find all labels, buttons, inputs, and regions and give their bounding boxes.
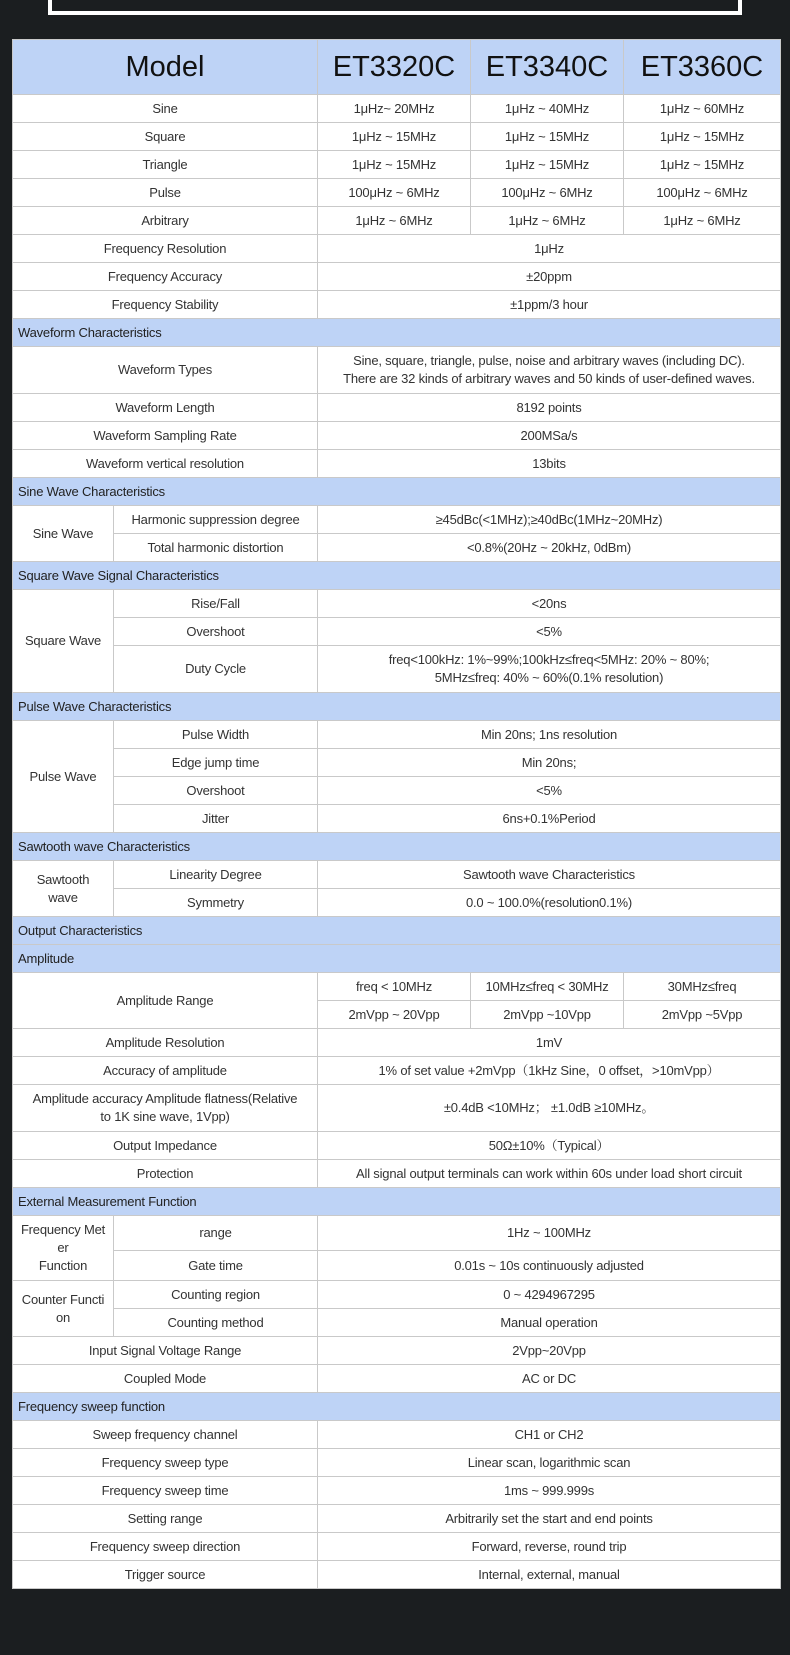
row-label: range — [114, 1216, 318, 1251]
row-value: freq<100kHz: 1%~99%;100kHz≤freq<5MHz: 20% ~ 80%; 5MHz≤freq: 40% ~ 60%(0.1% resolution) — [318, 646, 781, 693]
table-row — [13, 534, 781, 562]
row-label: Waveform vertical resolution — [13, 450, 318, 478]
section-row — [13, 945, 781, 973]
table-row — [13, 450, 781, 478]
row-value: <20ns — [318, 590, 781, 618]
table-row — [13, 1251, 781, 1281]
section-row — [13, 917, 781, 945]
group-label: Sawtooth wave — [13, 861, 114, 917]
row-label: Frequency Accuracy — [13, 263, 318, 291]
table-row — [13, 347, 781, 394]
row-value: <0.8%(20Hz ~ 20kHz, 0dBm) — [318, 534, 781, 562]
table-row — [13, 1216, 781, 1251]
row-label: Counting method — [114, 1309, 318, 1337]
row-label: Gate time — [114, 1251, 318, 1281]
row-label: Accuracy of amplitude — [13, 1057, 318, 1085]
table-row — [13, 590, 781, 618]
range-value: 2mVpp ~5Vpp — [624, 1001, 781, 1029]
row-value: 1ms ~ 999.999s — [318, 1477, 781, 1505]
row-value: ±20ppm — [318, 263, 781, 291]
section-row — [13, 1393, 781, 1421]
row-value: 1mV — [318, 1029, 781, 1057]
table-row — [13, 1449, 781, 1477]
row-label: Pulse Width — [114, 721, 318, 749]
row-label: Waveform Length — [13, 394, 318, 422]
row-value: Forward, reverse, round trip — [318, 1533, 781, 1561]
row-value: Internal, external, manual — [318, 1561, 781, 1589]
row-value: 2Vpp~20Vpp — [318, 1337, 781, 1365]
table-row — [13, 861, 781, 889]
group-label: Sine Wave — [13, 506, 114, 562]
row-value: <5% — [318, 618, 781, 646]
row-label: Frequency Resolution — [13, 235, 318, 263]
row-label: Edge jump time — [114, 749, 318, 777]
row-value: 8192 points — [318, 394, 781, 422]
section-title: Amplitude — [13, 945, 781, 973]
group-label: Counter Functi on — [13, 1281, 114, 1337]
row-label: Overshoot — [114, 777, 318, 805]
section-title: Sine Wave Characteristics — [13, 478, 781, 506]
row-label: Symmetry — [114, 889, 318, 917]
row-value: 1Hz ~ 100MHz — [318, 1216, 781, 1251]
table-row — [13, 1337, 781, 1365]
row-label: Coupled Mode — [13, 1365, 318, 1393]
row-value: 1μHz ~ 6MHz — [624, 207, 781, 235]
section-title: Output Characteristics — [13, 917, 781, 945]
row-label: Total harmonic distortion — [114, 534, 318, 562]
row-value: 1μHz ~ 15MHz — [471, 151, 624, 179]
row-value: 50Ω±10%（Typical） — [318, 1132, 781, 1160]
row-value: 1μHz ~ 6MHz — [318, 207, 471, 235]
table-row — [13, 263, 781, 291]
model-name: ET3340C — [471, 40, 624, 95]
row-value: 100μHz ~ 6MHz — [471, 179, 624, 207]
header-row — [13, 40, 781, 95]
table-row — [13, 506, 781, 534]
row-value: Min 20ns; 1ns resolution — [318, 721, 781, 749]
table-row — [13, 889, 781, 917]
row-value: 200MSa/s — [318, 422, 781, 450]
row-value: 100μHz ~ 6MHz — [624, 179, 781, 207]
row-label: Linearity Degree — [114, 861, 318, 889]
table-row — [13, 1132, 781, 1160]
table-row — [13, 1421, 781, 1449]
row-value: 1μHz ~ 15MHz — [471, 123, 624, 151]
table-row — [13, 1533, 781, 1561]
row-value: 1μHz ~ 40MHz — [471, 95, 624, 123]
group-label: Pulse Wave — [13, 721, 114, 833]
row-label: Frequency Stability — [13, 291, 318, 319]
row-value: ≥45dBc(<1MHz);≥40dBc(1MHz~20MHz) — [318, 506, 781, 534]
row-label: Sweep frequency channel — [13, 1421, 318, 1449]
section-title: External Measurement Function — [13, 1188, 781, 1216]
row-value: Sawtooth wave Characteristics — [318, 861, 781, 889]
table-row — [13, 1281, 781, 1309]
image-frame — [48, 0, 742, 15]
row-label: Input Signal Voltage Range — [13, 1337, 318, 1365]
row-value: 0.01s ~ 10s continuously adjusted — [318, 1251, 781, 1281]
row-value: 1μHz ~ 60MHz — [624, 95, 781, 123]
row-value: ±0.4dB <10MHz； ±1.0dB ≥10MHz。 — [318, 1085, 781, 1132]
row-label: Setting range — [13, 1505, 318, 1533]
row-value: Manual operation — [318, 1309, 781, 1337]
row-label: Waveform Types — [13, 347, 318, 394]
table-row — [13, 235, 781, 263]
section-title: Frequency sweep function — [13, 1393, 781, 1421]
model-name: ET3320C — [318, 40, 471, 95]
section-title: Waveform Characteristics — [13, 319, 781, 347]
table-row — [13, 646, 781, 693]
group-label: Frequency Met er Function — [13, 1216, 114, 1281]
row-label: Frequency sweep direction — [13, 1533, 318, 1561]
section-row — [13, 693, 781, 721]
model-header: Model — [13, 40, 318, 95]
row-value: 13bits — [318, 450, 781, 478]
row-value: <5% — [318, 777, 781, 805]
row-value: ±1ppm/3 hour — [318, 291, 781, 319]
table-row — [13, 291, 781, 319]
table-row — [13, 151, 781, 179]
row-value: 0 ~ 4294967295 — [318, 1281, 781, 1309]
row-value: CH1 or CH2 — [318, 1421, 781, 1449]
row-value: 1μHz — [318, 235, 781, 263]
table-row — [13, 422, 781, 450]
row-value: 0.0 ~ 100.0%(resolution0.1%) — [318, 889, 781, 917]
table-row — [13, 1505, 781, 1533]
table-row — [13, 1365, 781, 1393]
row-label: Protection — [13, 1160, 318, 1188]
table-row — [13, 394, 781, 422]
table-row — [13, 207, 781, 235]
row-value: 1μHz ~ 15MHz — [624, 123, 781, 151]
table-row — [13, 721, 781, 749]
range-value: 2mVpp ~ 20Vpp — [318, 1001, 471, 1029]
group-label: Square Wave — [13, 590, 114, 693]
row-value: Linear scan, logarithmic scan — [318, 1449, 781, 1477]
table-row — [13, 179, 781, 207]
range-condition: freq < 10MHz — [318, 973, 471, 1001]
row-value: 1μHz ~ 15MHz — [624, 151, 781, 179]
row-label: Waveform Sampling Rate — [13, 422, 318, 450]
section-title: Sawtooth wave Characteristics — [13, 833, 781, 861]
row-value: Sine, square, triangle, pulse, noise and arbitrary waves (including DC). There are 32 kinds of arbitrary waves and 50 kinds of user-defined waves. — [318, 347, 781, 394]
table-row — [13, 749, 781, 777]
table-row — [13, 1561, 781, 1589]
row-value: Arbitrarily set the start and end points — [318, 1505, 781, 1533]
table-row — [13, 1085, 781, 1132]
range-condition: 30MHz≤freq — [624, 973, 781, 1001]
row-label: Frequency sweep time — [13, 1477, 318, 1505]
row-label: Jitter — [114, 805, 318, 833]
section-row — [13, 833, 781, 861]
range-value: 2mVpp ~10Vpp — [471, 1001, 624, 1029]
row-label: Frequency sweep type — [13, 1449, 318, 1477]
row-value: Min 20ns; — [318, 749, 781, 777]
row-value: 1μHz ~ 15MHz — [318, 151, 471, 179]
table-row — [13, 1477, 781, 1505]
range-condition: 10MHz≤freq < 30MHz — [471, 973, 624, 1001]
section-row — [13, 1188, 781, 1216]
row-label: Pulse — [13, 179, 318, 207]
row-label: Harmonic suppression degree — [114, 506, 318, 534]
row-label: Triangle — [13, 151, 318, 179]
row-label: Amplitude Range — [13, 973, 318, 1029]
row-label: Arbitrary — [13, 207, 318, 235]
model-name: ET3360C — [624, 40, 781, 95]
row-label: Square — [13, 123, 318, 151]
row-value: AC or DC — [318, 1365, 781, 1393]
row-value: 1% of set value +2mVpp（1kHz Sine，0 offset，>10mVpp） — [318, 1057, 781, 1085]
table-row — [13, 95, 781, 123]
row-value: All signal output terminals can work within 60s under load short circuit — [318, 1160, 781, 1188]
section-title: Square Wave Signal Characteristics — [13, 562, 781, 590]
table-row — [13, 123, 781, 151]
row-label: Amplitude accuracy Amplitude flatness(Relative to 1K sine wave, 1Vpp) — [13, 1085, 318, 1132]
section-row — [13, 319, 781, 347]
row-label: Output Impedance — [13, 1132, 318, 1160]
row-label: Sine — [13, 95, 318, 123]
row-label: Trigger source — [13, 1561, 318, 1589]
table-row — [13, 1160, 781, 1188]
row-label: Counting region — [114, 1281, 318, 1309]
row-value: 1μHz ~ 15MHz — [318, 123, 471, 151]
row-label: Rise/Fall — [114, 590, 318, 618]
table-row — [13, 1029, 781, 1057]
table-row — [13, 618, 781, 646]
section-row — [13, 562, 781, 590]
table-row — [13, 973, 781, 1001]
table-row — [13, 1057, 781, 1085]
row-value: 6ns+0.1%Period — [318, 805, 781, 833]
table-row — [13, 1309, 781, 1337]
row-label: Overshoot — [114, 618, 318, 646]
row-label: Amplitude Resolution — [13, 1029, 318, 1057]
row-value: 100μHz ~ 6MHz — [318, 179, 471, 207]
table-row — [13, 805, 781, 833]
spec-table — [12, 39, 781, 1589]
row-label: Duty Cycle — [114, 646, 318, 693]
row-value: 1μHz ~ 6MHz — [471, 207, 624, 235]
section-row — [13, 478, 781, 506]
table-row — [13, 777, 781, 805]
section-title: Pulse Wave Characteristics — [13, 693, 781, 721]
row-value: 1μHz~ 20MHz — [318, 95, 471, 123]
